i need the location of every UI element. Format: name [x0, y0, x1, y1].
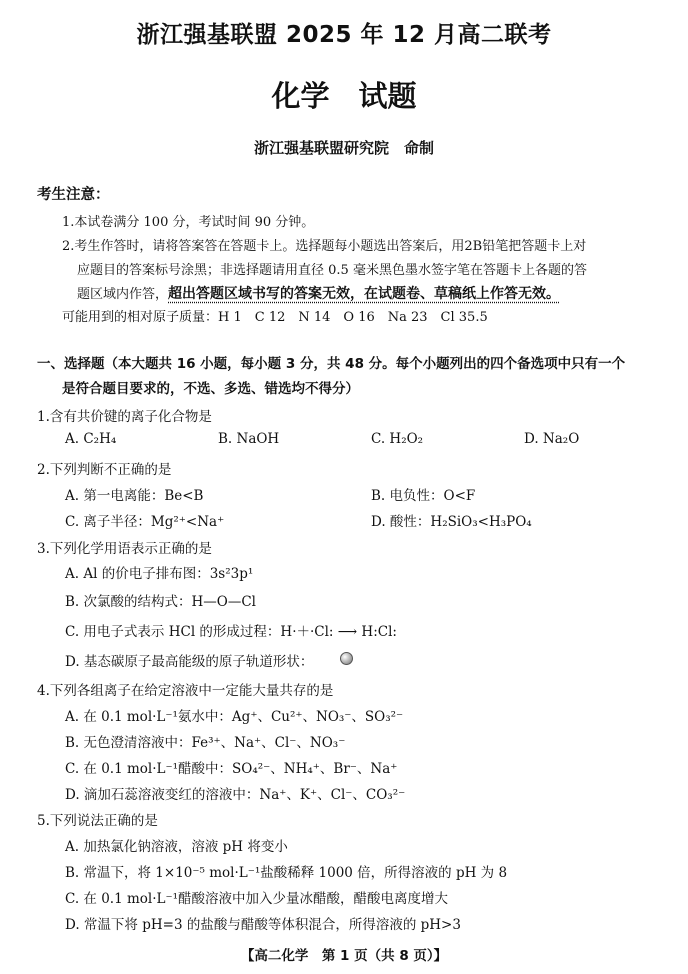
- exam-title: 浙江强基联盟 2025 年 12 月高二联考: [136, 22, 552, 48]
- question-5-stem: 5.下列说法正确的是: [37, 813, 158, 829]
- exam-maker: 浙江强基联盟研究院 命制: [253, 139, 434, 157]
- note-2-line-3-plain: 题区域内作答，: [77, 287, 169, 302]
- question-4-option-b: B. 无色澄清溶液中：Fe³⁺、Na⁺、Cl⁻、NO₃⁻: [65, 735, 346, 751]
- question-3-option-d: D. 基态碳原子最高能级的原子轨道形状：: [65, 654, 314, 670]
- question-4-option-c: C. 在 0.1 mol·L⁻¹醋酸中：SO₄²⁻、NH₄⁺、Br⁻、Na⁺: [65, 761, 398, 777]
- question-1-stem: 1.含有共价键的离子化合物是: [37, 409, 212, 425]
- question-5-option-d: D. 常温下将 pH=3 的盐酸与醋酸等体积混合，所得溶液的 pH>3: [65, 917, 461, 933]
- note-2-line-1: 2.考生作答时，请将答案答在答题卡上。选择题每小题选出答案后，用2B铅笔把答题卡上对: [62, 239, 587, 254]
- question-4-option-a: A. 在 0.1 mol·L⁻¹氨水中：Ag⁺、Cu²⁺、NO₃⁻、SO₃²⁻: [65, 709, 404, 725]
- question-4-stem: 4.下列各组离子在给定溶液中一定能大量共存的是: [37, 683, 334, 699]
- question-1-option-a: A. C₂H₄: [65, 431, 117, 447]
- section-heading-line-2: 是符合题目要求的，不选、多选、错选均不得分）: [62, 381, 359, 397]
- question-5-option-c: C. 在 0.1 mol·L⁻¹醋酸溶液中加入少量冰醋酸，醋酸电离度增大: [65, 891, 449, 907]
- note-2-line-3: [77, 283, 560, 303]
- page-footer: 【高二化学 第 1 页（共 8 页）】: [240, 948, 448, 964]
- question-4-option-d: D. 滴加石蕊溶液变红的溶液中：Na⁺、K⁺、Cl⁻、CO₃²⁻: [65, 787, 406, 803]
- question-2-option-a: A. 第一电离能：Be<B: [65, 488, 204, 504]
- question-3-option-b: B. 次氯酸的结构式：H—O—Cl: [65, 594, 256, 610]
- question-1-option-c: C. H₂O₂: [371, 431, 424, 447]
- question-2-option-c: C. 离子半径：Mg²⁺<Na⁺: [65, 514, 225, 530]
- question-3-option-c: C. 用电子式表示 HCl 的形成过程：H·＋·Cl: ⟶ H:Cl:: [65, 624, 397, 640]
- subject-title: 化学 试题: [271, 79, 417, 113]
- question-2-option-b: B. 电负性：O<F: [371, 488, 476, 504]
- note-2-emphasis: 超出答题区域书写的答案无效，在试题卷、草稿纸上作答无效。: [168, 286, 561, 302]
- notes-heading: 考生注意：: [37, 187, 110, 203]
- question-2-stem: 2.下列判断不正确的是: [37, 462, 172, 478]
- question-3-option-a: A. Al 的价电子排布图：3s²3p¹: [65, 566, 254, 582]
- atomic-masses: 可能用到的相对原子质量：H 1 C 12 N 14 O 16 Na 23 Cl 35.5: [62, 310, 488, 325]
- question-5-option-b: B. 常温下，将 1×10⁻⁵ mol·L⁻¹盐酸稀释 1000 倍，所得溶液的 pH 为 8: [65, 865, 508, 881]
- question-3-stem: 3.下列化学用语表示正确的是: [37, 541, 212, 557]
- note-2-line-2: 应题目的答案标号涂黑；非选择题请用直径 0.5 毫米黑色墨水签字笔在答题卡上各题的答: [77, 263, 587, 278]
- question-1-option-b: B. NaOH: [218, 431, 280, 447]
- question-1-option-d: D. Na₂O: [524, 431, 580, 447]
- s-orbital-sphere-icon: [340, 652, 353, 665]
- question-5-option-a: A. 加热氯化钠溶液，溶液 pH 将变小: [65, 839, 288, 855]
- question-2-option-d: D. 酸性：H₂SiO₃<H₃PO₄: [371, 514, 532, 530]
- note-1: 1.本试卷满分 100 分，考试时间 90 分钟。: [62, 215, 315, 230]
- section-heading-line-1: 一、选择题（本大题共 16 小题，每小题 3 分，共 48 分。每个小题列出的四个备选项中只有一个: [37, 356, 626, 372]
